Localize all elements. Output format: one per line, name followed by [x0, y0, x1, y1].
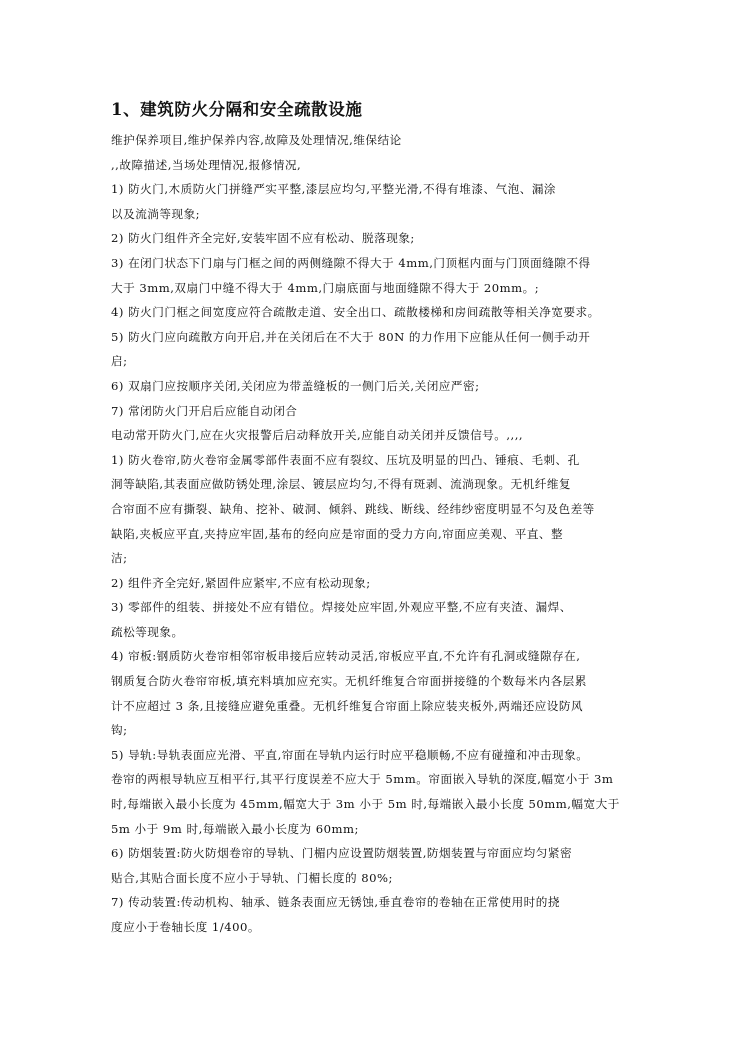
- text-line: 度应小于卷轴长度 1/400。: [111, 920, 260, 934]
- text-line: 3) 在闭门状态下门扇与门框之间的两侧缝隙不得大于 4mm,门顶框内面与门顶面缝隙不得: [111, 255, 591, 270]
- text-line: 钩;: [111, 723, 128, 738]
- body-text: [111, 128, 641, 940]
- text-line: 时,每端嵌入最小长度为 45mm,幅宽大于 3m 小于 5m 时,每端嵌入最小长度 50mm,幅宽大于: [111, 797, 620, 812]
- text-line: 电动常开防火门,应在火灾报警后启动释放开关,应能自动关闭并反馈信号。,,,,: [111, 428, 524, 443]
- text-line: 6) 防烟装置:防火防烟卷帘的导轨、门楣内应设置防烟装置,防烟装置与帘面应均匀紧密: [111, 846, 573, 861]
- text-line: 缺陷,夹板应平直,夹持应牢固,基布的经向应是帘面的受力方向,帘面应美观、平直、整: [111, 526, 564, 541]
- text-line: 维护保养项目,维护保养内容,故障及处理情况,维保结论: [111, 133, 402, 147]
- text-line: 4) 防火门门框之间宽度应符合疏散走道、安全出口、疏散楼梯和房间疏散等相关净宽要求。: [111, 305, 600, 320]
- text-line: 1) 防火卷帘,防火卷帘金属零部件表面不应有裂纹、压坑及明显的凹凸、锤痕、毛刺、孔: [111, 452, 580, 467]
- text-line: 卷帘的两根导轨应互相平行,其平行度误差不应大于 5mm。帘面嵌入导轨的深度,幅宽小于 3m: [111, 772, 614, 787]
- text-line: 贴合,其贴合面长度不应小于导轨、门楣长度的 80%;: [111, 870, 393, 885]
- text-line: 钢质复合防火卷帘帘板,填充料填加应充实。无机纤维复合帘面拼接缝的个数每米内各层累: [111, 674, 587, 689]
- text-line: 洁;: [111, 551, 128, 566]
- text-line: 6) 双扇门应按顺序关闭,关闭应为带盖缝板的一侧门后关,关闭应严密;: [111, 378, 480, 393]
- text-line: 2) 防火门组件齐全完好,安装牢固不应有松动、脱落现象;: [111, 231, 415, 246]
- text-line: 5) 防火门应向疏散方向开启,并在关闭后在不大于 80N 的力作用下应能从任何一侧手动开: [111, 329, 591, 344]
- text-line: 合帘面不应有撕裂、缺角、挖补、破洞、倾斜、跳线、断线、经纬纱密度明显不匀及色差等: [111, 501, 595, 516]
- section-heading: 1、建筑防火分隔和安全疏散设施: [111, 100, 363, 119]
- text-line: 1) 防火门,木质防火门拼缝严实平整,漆层应均匀,平整光滑,不得有堆漆、气泡、漏涂: [111, 182, 557, 197]
- text-line: 5m 小于 9m 时,每端嵌入最小长度为 60mm;: [111, 821, 359, 836]
- text-line: 疏松等现象。: [111, 624, 184, 639]
- text-line: 4) 帘板:钢质防火卷帘相邻帘板串接后应转动灵活,帘板应平直,不允许有孔洞或缝隙存在,: [111, 649, 581, 664]
- text-line: 5) 导轨:导轨表面应光滑、平直,帘面在导轨内运行时应平稳顺畅,不应有碰撞和冲击现象。: [111, 747, 589, 762]
- text-line: 洞等缺陷,其表面应做防锈处理,涂层、镀层应均匀,不得有斑剥、流淌现象。无机纤维复: [111, 477, 572, 492]
- text-line: 2) 组件齐全完好,紧固件应紧牢,不应有松动现象;: [111, 575, 371, 590]
- text-line: 计不应超过 3 条,且接缝应避免重叠。无机纤维复合帘面上除应装夹板外,两端还应设防风: [111, 698, 584, 713]
- text-line: 7) 传动装置:传动机构、轴承、链条表面应无锈蚀,垂直卷帘的卷轴在正常使用时的挠: [111, 895, 560, 910]
- text-line: 7) 常闭防火门开启后应能自动闭合: [111, 403, 298, 418]
- text-line: 大于 3mm,双扇门中缝不得大于 4mm,门扇底面与地面缝隙不得大于 20mm。;: [111, 280, 540, 295]
- text-line: 以及流淌等现象;: [111, 206, 201, 221]
- text-line: ,,故障描述,当场处理情况,报修情况,: [111, 157, 302, 172]
- text-line: 3) 零部件的组装、拼接处不应有错位。焊接处应牢固,外观应平整,不应有夹渣、漏焊、: [111, 600, 572, 615]
- text-line: 启;: [111, 354, 128, 369]
